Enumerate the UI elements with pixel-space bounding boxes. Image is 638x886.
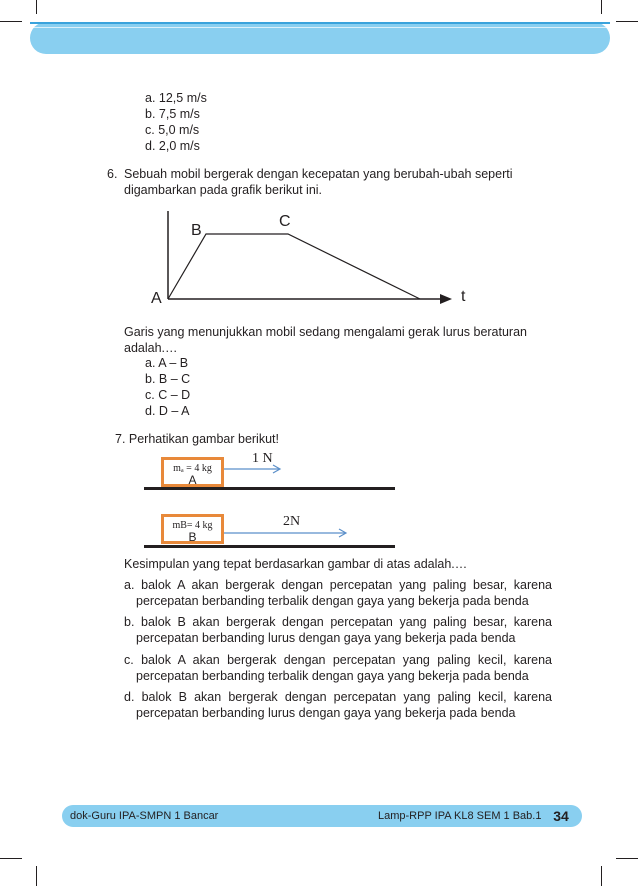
q6-text-line1: Sebuah mobil bergerak dengan kecepatan yang berubah-ubah seperti	[124, 167, 513, 181]
crop-mark	[0, 21, 22, 22]
crop-mark	[616, 858, 638, 859]
force-a-arrow	[224, 463, 284, 475]
q7-title: 7. Perhatikan gambar berikut!	[115, 432, 279, 446]
prev-option-a: a. 12,5 m/s	[145, 91, 207, 105]
graph-label-c: C	[279, 213, 291, 230]
block-a-name: A	[188, 473, 197, 487]
floor-b	[144, 545, 395, 548]
q7-option-b-line2: percepatan berbanding lurus dengan gaya yang bekerja pada benda	[136, 631, 516, 645]
force-a-label: 1 N	[252, 451, 273, 466]
header-highlight	[30, 27, 610, 28]
prev-option-b: b. 7,5 m/s	[145, 107, 200, 121]
graph-velocity-line	[168, 234, 420, 299]
crop-mark	[601, 0, 602, 14]
block-a-mass: mₐ = 4 kg	[173, 463, 212, 474]
q7-option-c	[124, 652, 552, 684]
block-a	[161, 457, 224, 487]
crop-mark	[601, 866, 602, 886]
q6-number: 6.	[107, 167, 118, 181]
q6-question-line2: adalah.…	[124, 341, 178, 355]
block-b	[161, 514, 224, 544]
footer-left-text: dok-Guru IPA-SMPN 1 Bancar	[70, 810, 219, 822]
crop-mark	[36, 0, 37, 14]
q6-question-line1: Garis yang menunjukkan mobil sedang mengalami gerak lurus beraturan	[124, 325, 527, 339]
q7-option-c-line1: c. balok A akan bergerak dengan percepatan yang paling kecil, karena	[124, 653, 552, 667]
crop-mark	[0, 858, 22, 859]
q7-prompt: Kesimpulan yang tepat berdasarkan gambar di atas adalah.…	[124, 557, 468, 571]
block-b-mass: mB= 4 kg	[172, 520, 213, 531]
q7-option-b	[124, 614, 552, 646]
q7-option-a-line1: a. balok A akan bergerak dengan percepatan yang paling besar, karena	[124, 578, 552, 592]
page-number: 34	[553, 808, 569, 824]
prev-option-d: d. 2,0 m/s	[145, 139, 200, 153]
footer-right-text: Lamp-RPP IPA KL8 SEM 1 Bab.1	[378, 810, 542, 822]
graph-x-arrowhead	[440, 294, 452, 304]
q7-option-a	[124, 577, 552, 609]
force-b-label: 2N	[283, 514, 301, 529]
q7-option-c-line2: percepatan berbanding terbalik dengan gaya yang bekerja pada benda	[136, 669, 529, 683]
crop-mark	[616, 21, 638, 22]
q6-option-b: b. B – C	[145, 372, 191, 386]
q7-option-d-line2: percepatan berbanding lurus dengan gaya yang bekerja pada benda	[136, 706, 516, 720]
graph-label-t: t	[461, 288, 466, 305]
header-rule	[30, 22, 610, 24]
q7-option-d	[124, 689, 552, 721]
floor-a	[144, 487, 395, 490]
q7-option-a-line2: percepatan berbanding terbalik dengan gaya yang bekerja pada benda	[136, 594, 529, 608]
q7-option-d-line1: d. balok B akan bergerak dengan percepatan yang paling kecil, karena	[124, 690, 552, 704]
q7-option-b-line1: b. balok B akan bergerak dengan percepatan yang paling besar, karena	[124, 615, 552, 629]
q6-text-line2: digambarkan pada grafik berikut ini.	[124, 183, 323, 197]
prev-option-c: c. 5,0 m/s	[145, 123, 200, 137]
force-b-arrow	[224, 527, 350, 539]
graph-label-a: A	[151, 290, 162, 307]
crop-mark	[36, 866, 37, 886]
graph-label-b: B	[191, 222, 202, 239]
block-b-name: B	[188, 530, 197, 544]
q6-option-a: a. A – B	[145, 356, 189, 370]
q6-option-d: d. D – A	[145, 404, 190, 418]
q6-option-c: c. C – D	[145, 388, 191, 402]
